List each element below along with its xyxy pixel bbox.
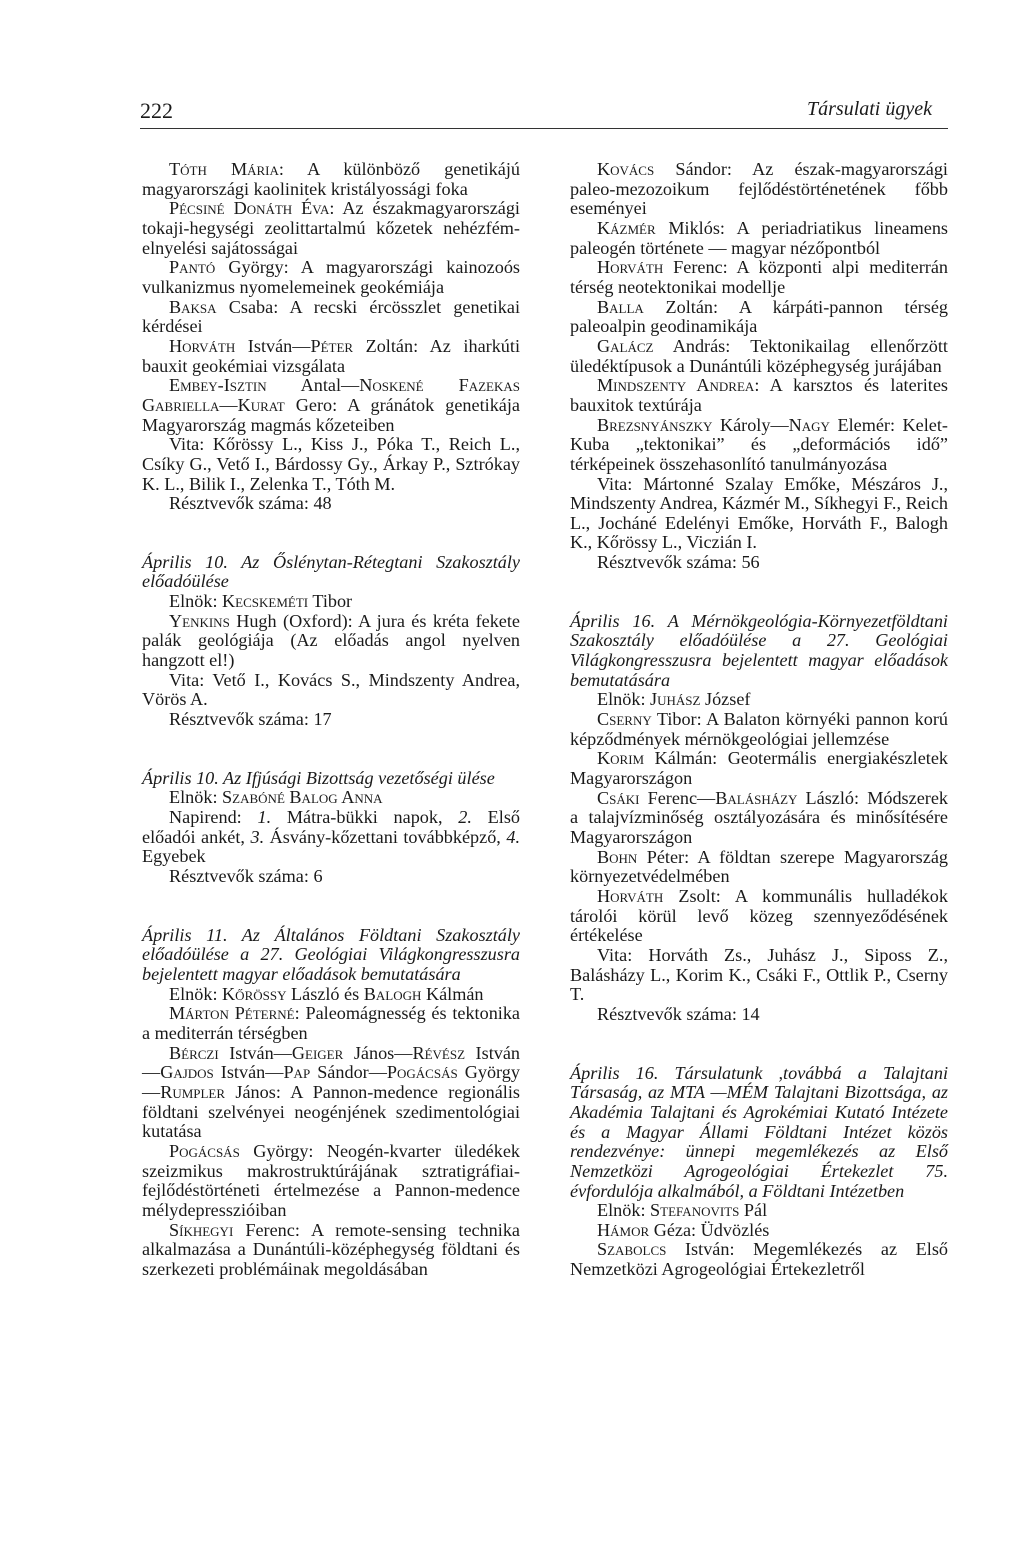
session-heading: Április 10. Az Ifjúsági Bizottság vezetőségi ülése [142,767,495,788]
entry: Galácz András: Tektonikailag ellenőrzött üledéktípusok a Dunántúli középhegység jurájában [570,335,948,376]
entry: Bérczi István—Geiger János—Révész István—Gajdos István—Pap Sándor—Pogácsás György—Rumpler János: A Pannon-medence regionális földtani szelvényei neogénjének szedimentológiai kutatása [142,1042,521,1142]
participant-count: Résztvevők száma: 14 [597,1003,760,1024]
header-rule [140,128,948,129]
entry: Baksa Csaba: A recski ércösszlet genetikai kérdései [142,296,520,337]
entry: Tóth Mária: A különböző genetikájú magyarországi kaolinitek kristályossági foka [142,159,520,199]
entry: Yenkins Hugh (Oxford): A jura és kréta fekete palák geológiája (Az előadás angol nyelven hangzott el!) [142,610,520,671]
chair: Elnök: Szabóné Balog Anna [169,787,383,808]
entry: Balla Zoltán: A kárpáti-pannon térség paleoalpin geodinamikája [570,296,948,337]
agenda: Napirend: 1. Mátra-bükki napok, 2. Első előadói ankét, 3. Ásvány-kőzettani továbbképző, 4. Egyebek [142,807,521,867]
chair: Elnök: Kőrössy László és Balogh Kálmán [169,983,484,1004]
entry: Korim Kálmán: Geotermális energiakészletek Magyarországon [570,748,948,789]
running-title: Társulati ügyek [807,98,932,120]
entry: Pogácsás György: Neogén-kvarter üledékek szeizmikus makrostruktúrájának sztratigráfiai-fejlődéstörténeti értelmezése a Pannon-medence mélydepresszióiban [142,1140,520,1220]
entry: Márton Péterné: Paleomágnesség és tektonika a mediterrán térségben [142,1003,521,1043]
discussion: Vita: Kőrössy L., Kiss J., Póka T., Reich L., Csíky G., Vető I., Bárdossy Gy., Árkay P., Sztrókay K. L., Bilik I., Zelenka T., Tóth M. [142,434,520,494]
entry: Horváth Zsolt: A kommunális hulladékok tárolói körül levő közeg szennyeződésének értékelése [570,885,948,946]
participant-count: Résztvevők száma: 48 [169,493,332,514]
entry: Embey-Isztin Antal—Noskené Fazekas Gabriella—Kurat Gero: A gránátok genetikája Magyarország magmás kőzeteiben [142,375,520,435]
page-header [140,98,940,128]
entry: Szabolcs István: Megemlékezés az Első Nemzetközi Agrogeológiai Értekezletről [570,1239,948,1280]
entry: Hámor Géza: Üdvözlés [597,1219,770,1240]
entry: Síkhegyi Ferenc: A remote-sensing technika alkalmazása a Dunántúli-középhegység földtani és szerkezeti problémáinak megoldásában [142,1219,520,1279]
entry: Kovács Sándor: Az észak-magyarországi paleo-mezozoikum fejlődéstörténetének főbb eseményei [570,159,948,219]
entry: Kázmér Miklós: A periadriatikus lineamens paleogén története — magyar nézőpontból [570,217,948,258]
session-heading: Április 16. Társulatunk ,továbbá a Talajtani Társaság, az MTA —MÉM Talajtani Bizottsága, az Akadémia Talajtani és Agrokémiai Kutató Intézete és a Magyar Állami Földtani Intézet közös rendezvénye: ünnepi megemlékezés az Első Nemzetközi Agrogeológiai Értekezlet 75. évfordulója alkalmából, a Földtani Intézetben [570,1062,948,1201]
session-heading: Április 10. Az Őslénytan-Rétegtani Szakosztály előadóülése [142,551,520,592]
right-column [570,160,948,1280]
session-heading: Április 11. Az Általános Földtani Szakosztály előadóülése a 27. Geológiai Világkongresszusra bejelentett magyar előadások bemutatására [142,924,520,984]
entry: Bohn Péter: A földtan szerepe Magyarország környezetvédelmében [570,846,948,887]
entry: Horváth Ferenc: A központi alpi mediterrán térség neotektonikai modellje [570,257,948,297]
discussion: Vita: Vető I., Kovács S., Mindszenty Andrea, Vörös A. [142,669,520,710]
participant-count: Résztvevők száma: 6 [169,866,323,886]
left-column [142,160,520,1279]
entry: Cserny Tibor: A Balaton környéki pannon korú képződmények mérnökgeológiai jellemzése [570,709,948,749]
session-heading: Április 16. A Mérnökgeológia-Környezetföldtani Szakosztály előadóülése a 27. Geológiai Világkongresszusra bejelentett magyar előadások bemutatására [570,610,948,690]
chair: Elnök: Kecskeméti Tibor [169,591,353,612]
entry: Csáki Ferenc—Balásházy László: Módszerek a talajvízminőség osztályozására és minősítésére Magyarországon [570,787,948,847]
entry: Pantó György: A magyarországi kainozoós vulkanizmus nyomelemeinek geokémiája [142,257,520,297]
chair: Elnök: Stefanovits Pál [597,1200,768,1221]
participant-count: Résztvevők száma: 17 [169,709,332,730]
discussion: Vita: Horváth Zs., Juhász J., Siposs Z., Balásházy L., Korim K., Csáki F., Ottlik P., Cserny T. [570,944,948,1005]
entry: Mindszenty Andrea: A karsztos és laterites bauxitok textúrája [570,375,948,415]
entry: Brezsnyánszky Károly—Nagy Elemér: Kelet-Kuba „tektonikai” és „deformációs idő” térképeinek összehasonlító tanulmányozása [570,414,948,474]
entry: Pécsiné Donáth Éva: Az északmagyarországi tokaji-hegységi zeolittartalmú kőzetek nehézfém-elnyelési sajátosságai [142,198,520,258]
discussion: Vita: Mártonné Szalay Emőke, Mészáros J., Mindszenty Andrea, Kázmér M., Síkhegyi F., Reich L., Jocháné Edelényi Emőke, Horváth F., Balogh K., Kőrössy L., Viczián I. [570,473,948,553]
entry: Horváth István—Péter Zoltán: Az iharkúti bauxit geokémiai vizsgálata [142,335,520,376]
page-number: 222 [140,98,173,123]
chair: Elnök: Juhász József [597,689,751,710]
participant-count: Résztvevők száma: 56 [597,552,760,573]
